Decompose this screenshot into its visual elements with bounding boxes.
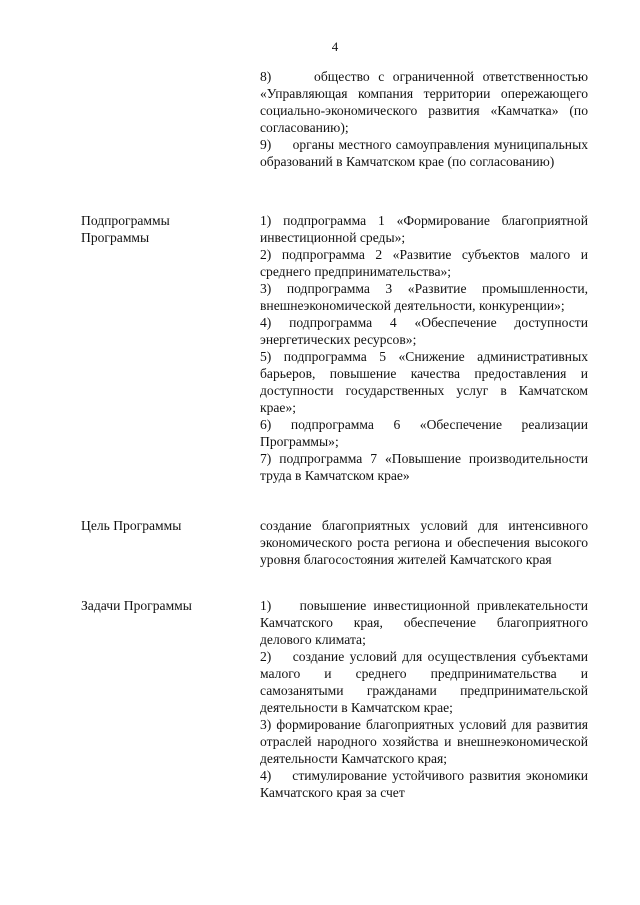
list-item: 1) повышение инвестиционной привлекательности Камчатского края, обеспечение благоприятного делового климата; xyxy=(260,598,588,647)
section-label: Цель Программы xyxy=(81,518,182,533)
list-item: 8) общество с ограниченной ответственностью «Управляющая компания территории опережающего социально-экономического развития «Камчатка» (по согласованию); xyxy=(260,69,588,135)
list-item: 2) создание условий для осуществления субъектами малого и среднего предпринимательства и самозанятыми гражданами предпринимательской деятельности в Камчатском крае; xyxy=(260,649,588,715)
section-content xyxy=(260,517,588,568)
page-number: 4 xyxy=(331,39,339,54)
list-item: 3) подпрограмма 3 «Развитие промышленности, внешнеэкономической деятельности, конкуренции»; xyxy=(260,281,588,313)
list-item: 2) подпрограмма 2 «Развитие субъектов малого и среднего предпринимательства»; xyxy=(260,247,588,279)
section-label: Подпрограммы Программы xyxy=(81,213,170,245)
list-item: 9) органы местного самоуправления муниципальных образований в Камчатском крае (по согласованию) xyxy=(260,137,588,169)
section-content xyxy=(260,597,588,801)
list-item: 4) стимулирование устойчивого развития экономики Камчатского края за счет xyxy=(260,768,588,800)
list-item: 3) формирование благоприятных условий для развития отраслей народного хозяйства и внешнеэкономической деятельности Камчатского края; xyxy=(260,717,588,766)
list-item: создание благоприятных условий для интенсивного экономического роста региона и обеспечения высокого уровня благосостояния жителей Камчатского края xyxy=(260,518,588,567)
section-label: Задачи Программы xyxy=(81,598,192,613)
list-item: 1) подпрограмма 1 «Формирование благоприятной инвестиционной среды»; xyxy=(260,213,588,245)
section-content xyxy=(260,68,588,170)
list-item: 5) подпрограмма 5 «Снижение административных барьеров, повышение качества предоставления и доступности государственных услуг в Камчатском крае»; xyxy=(260,349,588,415)
list-item: 6) подпрограмма 6 «Обеспечение реализации Программы»; xyxy=(260,417,588,449)
list-item: 4) подпрограмма 4 «Обеспечение доступности энергетических ресурсов»; xyxy=(260,315,588,347)
list-item: 7) подпрограмма 7 «Повышение производительности труда в Камчатском крае» xyxy=(260,451,588,483)
section-content xyxy=(260,212,588,484)
